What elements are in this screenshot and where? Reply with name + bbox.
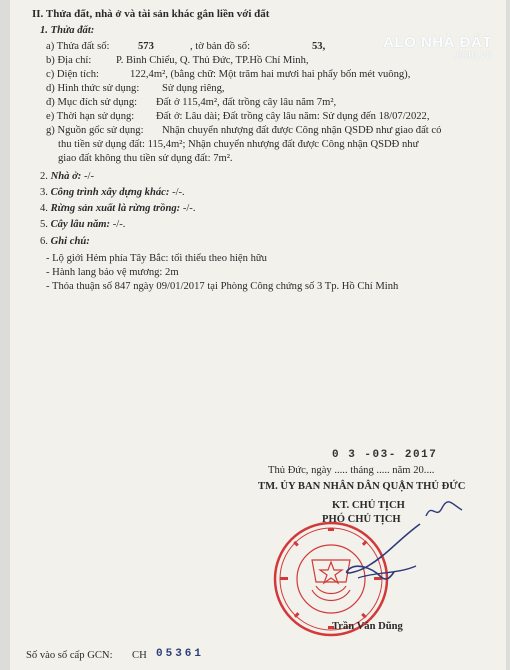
land-c-label: c) Diện tích: (46, 69, 99, 80)
item-label: Nhà ở: (50, 171, 82, 182)
item-perennial-trees (40, 219, 125, 231)
item-value: -/-. (182, 203, 196, 214)
item-number: 3. (40, 187, 48, 198)
land-use-form: Sử dụng riêng, (162, 83, 225, 94)
item-label: Rừng sản xuất là rừng trồng: (50, 203, 181, 214)
item-value: -/- (83, 171, 94, 182)
kt-line: KT. CHỦ TỊCH (332, 500, 405, 511)
signer-title: PHÓ CHỦ TỊCH (322, 514, 401, 525)
land-g-label: g) Nguồn gốc sử dụng: (46, 125, 144, 136)
land-use-purpose: Đất ở 115,4m², đất trồng cây lâu năm 7m², (156, 97, 337, 108)
land-b-label: b) Địa chỉ: (46, 55, 92, 66)
land-address: P. Bình Chiểu, Q. Thủ Đức, TP.Hồ Chí Minh, (116, 55, 309, 66)
land-origin-line-2: thu tiền sử dụng đất: 115,4m²; Nhận chuyển nhượng đất được Công nhận QSDĐ như (58, 139, 419, 150)
place-date-line: Thủ Đức, ngày ..... tháng ..... năm 20.... (268, 465, 435, 476)
item-label: Công trình xây dựng khác: (50, 187, 170, 198)
item-number: 4. (40, 203, 48, 214)
land-e-label: e) Thời hạn sử dụng: (46, 111, 135, 122)
land-map-number: 53, (312, 41, 326, 52)
note-line-2: - Hành lang bảo vệ mương: 2m (46, 267, 179, 278)
note-line-1: - Lộ giới Hẻm phía Tây Bắc: tối thiểu theo hiện hữu (46, 253, 267, 264)
signer-name: Trần Văn Dũng (332, 621, 403, 632)
watermark-domain: .com.vn (453, 49, 492, 61)
item-notes (40, 236, 90, 248)
land-parcel-number: 573 (138, 41, 154, 52)
land-a-label: a) Thửa đất số: (46, 41, 110, 52)
item-house (40, 171, 94, 183)
land-origin-line-3: giao đất không thu tiền sử dụng đất: 7m². (58, 153, 233, 164)
watermark (383, 34, 492, 61)
item-forest (40, 203, 195, 215)
item-other-construction (40, 187, 185, 199)
land-area: 122,4m², (bằng chữ: Một trăm hai mươi hai phẩy bốn mét vuông), (130, 69, 411, 80)
initial-signature (424, 500, 464, 522)
item-label: Cây lâu năm: (50, 219, 111, 230)
stamp-date: 0 3 -03- 2017 (332, 449, 438, 461)
land-map-label: , tờ bản đồ số: (190, 41, 251, 52)
watermark-brand: ALO NHÀ ĐẤT (383, 34, 492, 51)
serial-label: Số vào sổ cấp GCN: (26, 650, 113, 661)
serial-prefix: CH (132, 650, 147, 661)
item-number: 5. (40, 219, 48, 230)
issuing-org: TM. ỦY BAN NHÂN DÂN QUẬN THỦ ĐỨC (258, 481, 466, 492)
item-value: -/-. (112, 219, 126, 230)
certificate-page (10, 0, 506, 670)
main-signature (328, 520, 428, 590)
land-origin-line-1: Nhận chuyển nhượng đất được Công nhận QSDĐ như giao đất có (162, 125, 442, 136)
section-title: II. Thửa đất, nhà ở và tài sản khác gắn liền với đất (32, 8, 270, 20)
item-number: 2. (40, 171, 48, 182)
item-number: 6. (40, 236, 48, 247)
land-d-label: d) Hình thức sử dụng: (46, 83, 140, 94)
land-use-term: Đất ở: Lâu dài; Đất trồng cây lâu năm: Sử dụng đến 18/07/2022, (156, 111, 430, 122)
land-heading: 1. Thửa đất: (40, 25, 95, 36)
note-line-3: - Thỏa thuận số 847 ngày 09/01/2017 tại Phòng Công chứng số 3 Tp. Hồ Chí Minh (46, 281, 399, 292)
land-dd-label: đ) Mục đích sử dụng: (46, 97, 138, 108)
serial-number: 05361 (156, 648, 205, 660)
item-label: Ghi chú: (50, 236, 90, 247)
item-value: -/-. (172, 187, 185, 198)
